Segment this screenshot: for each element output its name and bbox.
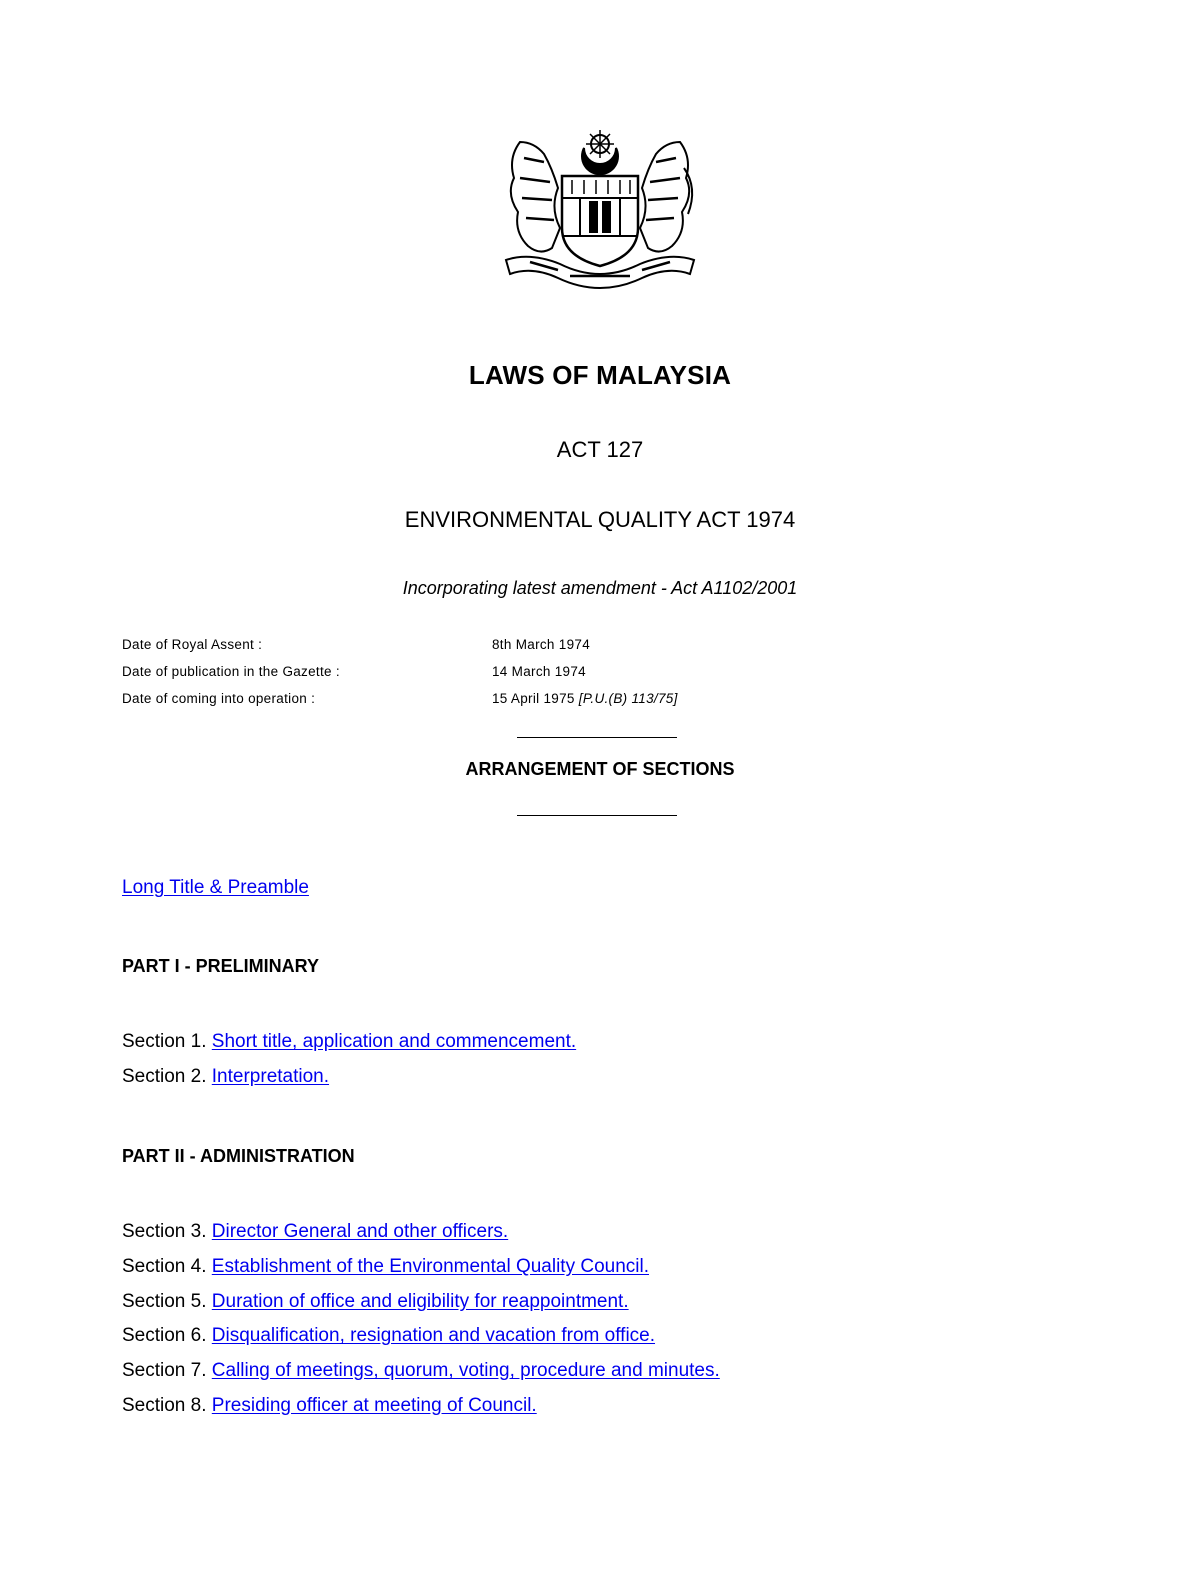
section-row: [122, 1031, 576, 1053]
operation-value-group: [492, 691, 678, 706]
section-prefix: Section 5.: [122, 1291, 207, 1312]
section-prefix: Section 7.: [122, 1360, 207, 1381]
section-prefix: Section 1.: [122, 1031, 207, 1052]
divider-bottom: [517, 815, 677, 816]
long-title-link[interactable]: Long Title & Preamble: [122, 877, 309, 898]
section-row: [122, 1360, 720, 1382]
laws-title: LAWS OF MALAYSIA: [468, 360, 732, 390]
section-row: [122, 1221, 508, 1243]
section-row: [122, 1395, 537, 1417]
divider-top: [517, 737, 677, 738]
operation-label: Date of coming into operation :: [122, 691, 316, 706]
operation-value: 15 April 1975: [492, 691, 575, 706]
section-row: [122, 1066, 329, 1088]
part-heading-administration: PART II - ADMINISTRATION: [122, 1146, 355, 1166]
part-heading-preliminary: PART I - PRELIMINARY: [122, 956, 319, 976]
section-prefix: Section 8.: [122, 1395, 207, 1416]
section-row: [122, 1291, 629, 1313]
act-title: ENVIRONMENTAL QUALITY ACT 1974: [404, 507, 796, 532]
section-row: [122, 1256, 649, 1278]
malaysia-coat-of-arms-icon: [500, 128, 700, 292]
gazette-label: Date of publication in the Gazette :: [122, 664, 340, 679]
arrangement-heading: ARRANGEMENT OF SECTIONS: [465, 759, 735, 779]
section-prefix: Section 4.: [122, 1256, 207, 1277]
royal-assent-label: Date of Royal Assent :: [122, 637, 263, 652]
operation-reference: [P.U.(B) 113/75]: [578, 691, 678, 706]
section-link-6[interactable]: Disqualification, resignation and vacation from office.: [211, 1325, 656, 1346]
section-link-7[interactable]: Calling of meetings, quorum, voting, procedure and minutes.: [211, 1360, 720, 1381]
section-link-5[interactable]: Duration of office and eligibility for reappointment.: [211, 1291, 629, 1312]
section-link-1[interactable]: Short title, application and commencement.: [211, 1031, 577, 1052]
gazette-value: 14 March 1974: [492, 664, 586, 679]
section-link-8[interactable]: Presiding officer at meeting of Council.: [211, 1395, 537, 1416]
section-prefix: Section 2.: [122, 1066, 207, 1087]
long-title-row: [122, 877, 309, 899]
section-prefix: Section 3.: [122, 1221, 207, 1242]
section-link-2[interactable]: Interpretation.: [211, 1066, 330, 1087]
section-row: [122, 1325, 655, 1347]
section-prefix: Section 6.: [122, 1325, 207, 1346]
section-link-3[interactable]: Director General and other officers.: [211, 1221, 509, 1242]
section-link-4[interactable]: Establishment of the Environmental Quality Council.: [211, 1256, 649, 1277]
amendment-note: Incorporating latest amendment - Act A1102/2001: [402, 578, 798, 598]
act-number: ACT 127: [556, 437, 644, 462]
royal-assent-value: 8th March 1974: [492, 637, 591, 652]
